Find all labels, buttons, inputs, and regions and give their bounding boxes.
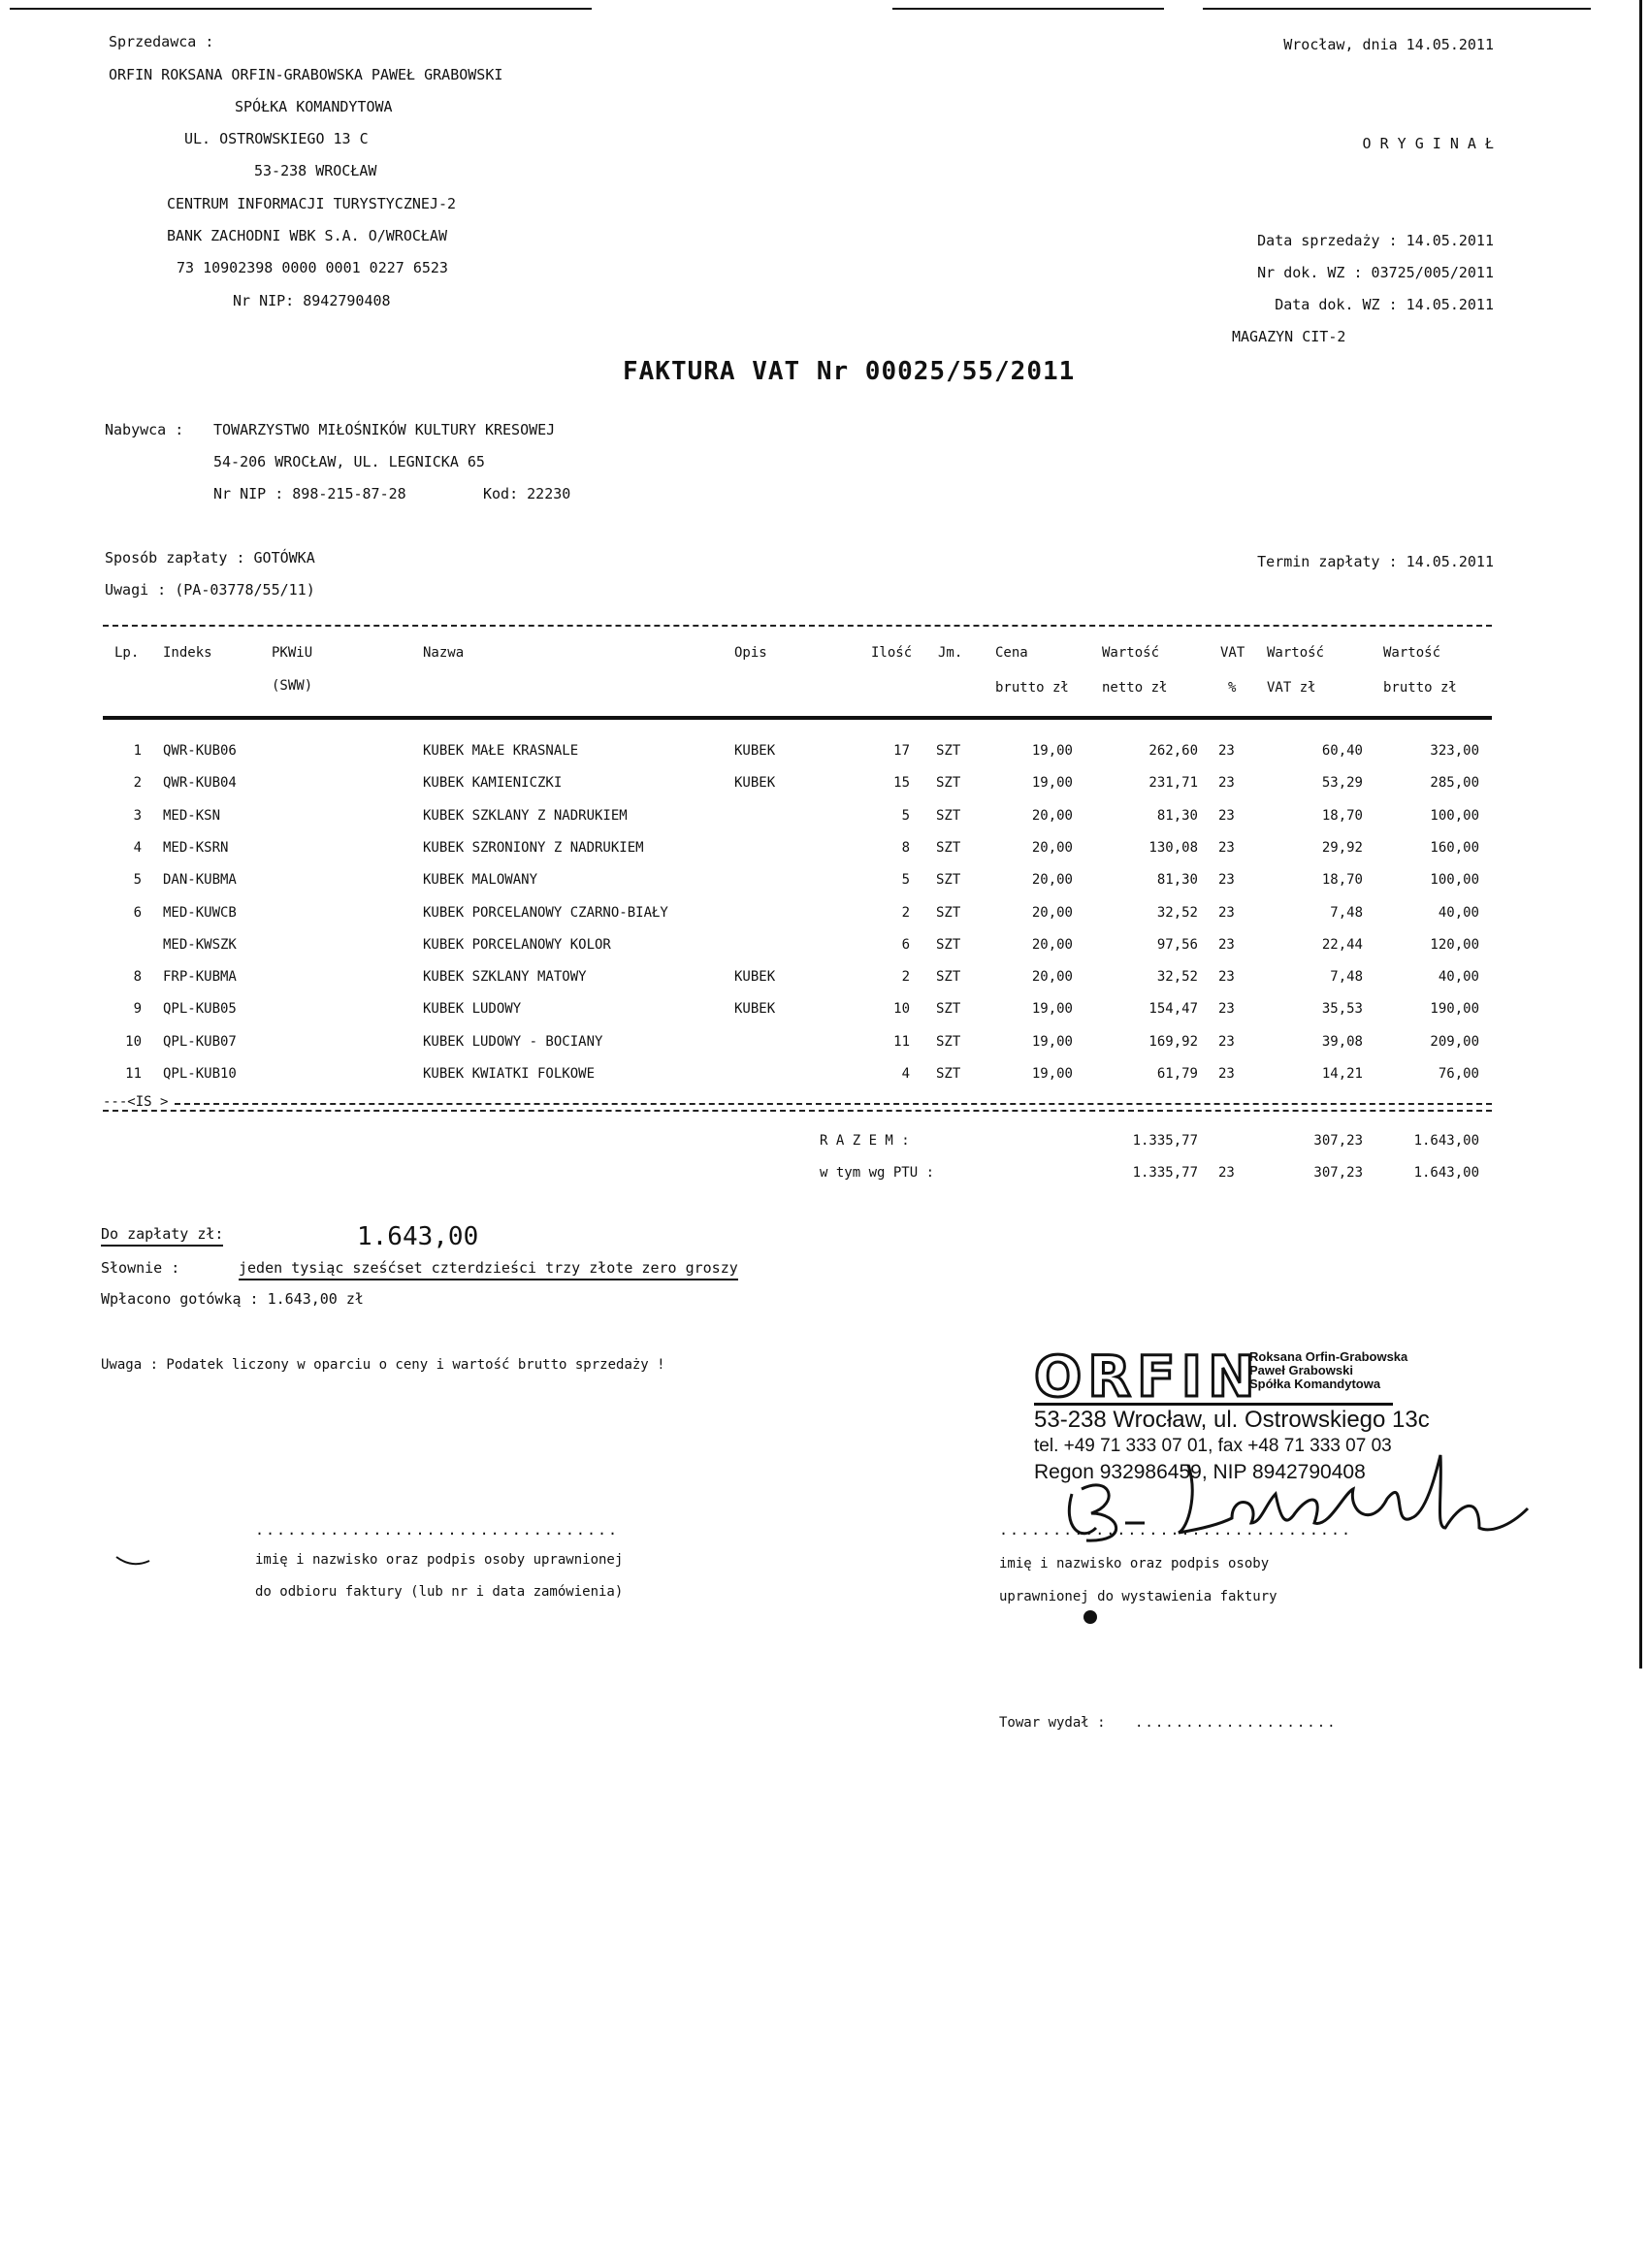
col-ilosc: Ilość (871, 645, 913, 661)
receiver-caption-1: imię i nazwisko oraz podpis osoby uprawnionej (255, 1552, 624, 1568)
paid-cash: Wpłacono gotówką : 1.643,00 zł (101, 1290, 364, 1308)
cell-vatval: 14,21 (1321, 1066, 1363, 1082)
cell-vat: 23 (1218, 1001, 1235, 1018)
cell-brutto: 285,00 (1430, 775, 1479, 792)
cell-jm: SZT (936, 1033, 961, 1050)
seller-type: SPÓŁKA KOMANDYTOWA (235, 98, 393, 115)
cell-ilosc: 6 (901, 936, 910, 953)
stamp-rule (1034, 1403, 1393, 1406)
col-brutto-sub: brutto zł (1383, 680, 1457, 696)
issuer-caption-2: uprawnionej do wystawienia faktury (999, 1589, 1277, 1604)
cell-jm: SZT (936, 969, 961, 986)
cell-indeks: DAN-KUBMA (163, 872, 237, 889)
cell-netto: 81,30 (1156, 807, 1198, 824)
table-footer-marker: ---<IS > (103, 1094, 169, 1110)
col-pkwiu-sub: (SWW) (272, 678, 313, 694)
cell-nazwa: KUBEK MALOWANY (423, 872, 538, 889)
seller-label: Sprzedawca : (109, 33, 214, 50)
col-vat: VAT (1220, 645, 1245, 661)
scan-mark (114, 1555, 153, 1569)
cell-cena: 19,00 (1031, 1001, 1073, 1018)
razem-netto: 1.335,77 (1132, 1133, 1198, 1149)
cell-vatval: 53,29 (1321, 775, 1363, 792)
cell-lp: 5 (133, 872, 142, 889)
cell-netto: 130,08 (1148, 839, 1198, 856)
cell-lp: 10 (125, 1033, 142, 1050)
cell-nazwa: KUBEK PORCELANOWY KOLOR (423, 936, 611, 953)
cell-indeks: QPL-KUB07 (163, 1033, 237, 1050)
cell-jm: SZT (936, 904, 961, 921)
buyer-code: Kod: 22230 (483, 485, 571, 502)
cell-opis: KUBEK (734, 775, 776, 792)
cell-vatval: 35,53 (1321, 1001, 1363, 1018)
cell-vatval: 22,44 (1321, 936, 1363, 953)
payment-notes: Uwagi : (PA-03778/55/11) (105, 581, 315, 599)
due-amount: 1.643,00 (357, 1222, 479, 1251)
scan-edge-3 (1203, 8, 1591, 10)
cell-jm: SZT (936, 1066, 961, 1082)
table-bottom-rule (103, 1110, 1492, 1112)
cell-vat: 23 (1218, 904, 1235, 921)
cell-vat: 23 (1218, 872, 1235, 889)
handwritten-signature (1052, 1436, 1557, 1562)
table-row (0, 905, 1649, 934)
cell-nazwa: KUBEK MAŁE KRASNALE (423, 743, 579, 759)
col-netto: Wartość (1102, 645, 1160, 661)
cell-netto: 97,56 (1156, 936, 1198, 953)
seller-city: 53-238 WROCŁAW (254, 162, 377, 179)
cell-brutto: 40,00 (1438, 969, 1479, 986)
cell-vat: 23 (1218, 1033, 1235, 1050)
buyer-nip: Nr NIP : 898-215-87-28 (213, 485, 406, 502)
cell-nazwa: KUBEK KWIATKI FOLKOWE (423, 1066, 596, 1082)
cell-jm: SZT (936, 1001, 961, 1018)
goods-issued-line: .................... (1135, 1715, 1338, 1731)
col-lp: Lp. (114, 645, 140, 661)
col-opis: Opis (734, 645, 767, 661)
col-vatval: Wartość (1267, 645, 1325, 661)
cell-brutto: 120,00 (1430, 936, 1479, 953)
cell-opis: KUBEK (734, 1001, 776, 1018)
cell-cena: 19,00 (1031, 775, 1073, 792)
cell-cena: 19,00 (1031, 743, 1073, 759)
cell-netto: 32,52 (1156, 969, 1198, 986)
cell-ilosc: 8 (901, 839, 910, 856)
table-row (0, 743, 1649, 772)
cell-jm: SZT (936, 936, 961, 953)
cell-netto: 154,47 (1148, 1001, 1198, 1018)
stamp-owner-2: Paweł Grabowski (1249, 1363, 1353, 1377)
table-row (0, 775, 1649, 804)
words-label: Słownie : (101, 1259, 180, 1277)
payment-method: Sposób zapłaty : GOTÓWKA (105, 549, 315, 567)
razem-vatval: 307,23 (1313, 1133, 1363, 1149)
cell-nazwa: KUBEK SZRONIONY Z NADRUKIEM (423, 839, 644, 856)
col-nazwa: Nazwa (423, 645, 465, 661)
cell-lp: 2 (133, 775, 142, 792)
stamp-owner-1: Roksana Orfin-Grabowska (1249, 1349, 1408, 1364)
stamp-address: 53-238 Wrocław, ul. Ostrowskiego 13c (1034, 1407, 1430, 1433)
scan-edge-right (1639, 0, 1642, 1669)
tax-note: Uwaga : Podatek liczony w oparciu o ceny i wartość brutto sprzedaży ! (101, 1357, 665, 1373)
cell-vatval: 7,48 (1330, 904, 1363, 921)
due-label: Do zapłaty zł: (101, 1225, 223, 1243)
cell-opis: KUBEK (734, 743, 776, 759)
cell-brutto: 100,00 (1430, 807, 1479, 824)
cell-ilosc: 10 (893, 1001, 910, 1018)
stamp-owner-3: Spółka Komandytowa (1249, 1377, 1381, 1391)
cell-nazwa: KUBEK SZKLANY Z NADRUKIEM (423, 807, 628, 824)
cell-ilosc: 11 (893, 1033, 910, 1050)
table-row (0, 1034, 1649, 1063)
cell-ilosc: 15 (893, 775, 910, 792)
cell-brutto: 76,00 (1438, 1066, 1479, 1082)
cell-vatval: 18,70 (1321, 872, 1363, 889)
cell-jm: SZT (936, 743, 961, 759)
cell-indeks: QWR-KUB06 (163, 743, 237, 759)
place-date: Wrocław, dnia 14.05.2011 (1283, 36, 1494, 53)
cell-indeks: MED-KSRN (163, 839, 229, 856)
cell-netto: 262,60 (1148, 743, 1198, 759)
cell-vat: 23 (1218, 775, 1235, 792)
cell-jm: SZT (936, 807, 961, 824)
goods-issued-label: Towar wydał : (999, 1715, 1106, 1731)
cell-nazwa: KUBEK LUDOWY - BOCIANY (423, 1033, 603, 1050)
cell-vat: 23 (1218, 839, 1235, 856)
buyer-address: 54-206 WROCŁAW, UL. LEGNICKA 65 (213, 453, 485, 470)
seller-nip: Nr NIP: 8942790408 (233, 292, 391, 309)
issuer-caption-1: imię i nazwisko oraz podpis osoby (999, 1556, 1270, 1571)
warehouse: MAGAZYN CIT-2 (1232, 328, 1346, 345)
cell-cena: 20,00 (1031, 807, 1073, 824)
cell-vatval: 29,92 (1321, 839, 1363, 856)
col-brutto: Wartość (1383, 645, 1441, 661)
table-row (0, 840, 1649, 869)
cell-cena: 20,00 (1031, 904, 1073, 921)
amount-in-words: jeden tysiąc sześćset czterdzieści trzy złote zero groszy (239, 1259, 738, 1277)
col-vatval-sub: VAT zł (1267, 680, 1316, 696)
cell-lp: 9 (133, 1001, 142, 1018)
table-row (0, 969, 1649, 998)
cell-cena: 20,00 (1031, 969, 1073, 986)
cell-vat: 23 (1218, 936, 1235, 953)
cell-cena: 20,00 (1031, 839, 1073, 856)
cell-nazwa: KUBEK SZKLANY MATOWY (423, 969, 587, 986)
table-footer-rule (175, 1103, 1492, 1105)
cell-vatval: 39,08 (1321, 1033, 1363, 1050)
table-top-rule (103, 625, 1492, 627)
cell-ilosc: 5 (901, 807, 910, 824)
table-row (0, 1066, 1649, 1095)
seller-account: 73 10902398 0000 0001 0227 6523 (177, 259, 448, 276)
scan-edge-2 (892, 8, 1164, 10)
col-vat-sub: % (1228, 680, 1237, 696)
issuer-signature-line: ................................. (999, 1521, 1353, 1539)
cell-indeks: QPL-KUB05 (163, 1001, 237, 1018)
cell-netto: 231,71 (1148, 775, 1198, 792)
cell-vat: 23 (1218, 807, 1235, 824)
cell-ilosc: 5 (901, 872, 910, 889)
cell-cena: 19,00 (1031, 1033, 1073, 1050)
wz-date: Data dok. WZ : 14.05.2011 (1275, 296, 1494, 313)
cell-cena: 19,00 (1031, 1066, 1073, 1082)
cell-vat: 23 (1218, 1066, 1235, 1082)
cell-indeks: MED-KSN (163, 807, 221, 824)
cell-lp: 4 (133, 839, 142, 856)
sale-date: Data sprzedaży : 14.05.2011 (1257, 232, 1494, 249)
table-header-rule (103, 716, 1492, 720)
cell-indeks: FRP-KUBMA (163, 969, 237, 986)
col-cena: Cena (995, 645, 1028, 661)
cell-lp: 11 (125, 1066, 142, 1082)
receiver-signature-line: .................................. (255, 1521, 620, 1539)
cell-lp: 8 (133, 969, 142, 986)
cell-indeks: QWR-KUB04 (163, 775, 237, 792)
cell-vatval: 18,70 (1321, 807, 1363, 824)
cell-vatval: 7,48 (1330, 969, 1363, 986)
cell-lp: 3 (133, 807, 142, 824)
cell-ilosc: 4 (901, 1066, 910, 1082)
wz-number: Nr dok. WZ : 03725/005/2011 (1257, 264, 1494, 281)
col-cena-sub: brutto zł (995, 680, 1069, 696)
ptu-vatval: 307,23 (1313, 1165, 1363, 1181)
col-indeks: Indeks (163, 645, 212, 661)
stamp-phone: tel. +49 71 333 07 01, fax +48 71 333 07 03 (1034, 1436, 1392, 1456)
ptu-vat: 23 (1218, 1165, 1235, 1181)
cell-nazwa: KUBEK PORCELANOWY CZARNO-BIAŁY (423, 904, 668, 921)
invoice-title: FAKTURA VAT Nr 00025/55/2011 (623, 357, 1076, 386)
scan-spot (1083, 1610, 1097, 1624)
table-row (0, 1001, 1649, 1030)
payment-due: Termin zapłaty : 14.05.2011 (1257, 553, 1494, 570)
cell-nazwa: KUBEK KAMIENICZKI (423, 775, 563, 792)
original-mark: O R Y G I N A Ł (1362, 135, 1494, 152)
razem-label: R A Z E M : (820, 1133, 910, 1149)
cell-brutto: 190,00 (1430, 1001, 1479, 1018)
cell-vat: 23 (1218, 969, 1235, 986)
cell-indeks: MED-KUWCB (163, 904, 237, 921)
cell-brutto: 40,00 (1438, 904, 1479, 921)
seller-bank: BANK ZACHODNI WBK S.A. O/WROCŁAW (167, 227, 447, 244)
cell-netto: 61,79 (1156, 1066, 1198, 1082)
buyer-name: TOWARZYSTWO MIŁOŚNIKÓW KULTURY KRESOWEJ (213, 421, 556, 438)
cell-lp: 1 (133, 743, 142, 759)
cell-indeks: QPL-KUB10 (163, 1066, 237, 1082)
cell-nazwa: KUBEK LUDOWY (423, 1001, 522, 1018)
cell-ilosc: 2 (901, 904, 910, 921)
cell-opis: KUBEK (734, 969, 776, 986)
cell-jm: SZT (936, 775, 961, 792)
cell-netto: 32,52 (1156, 904, 1198, 921)
col-netto-sub: netto zł (1102, 680, 1168, 696)
razem-brutto: 1.643,00 (1413, 1133, 1479, 1149)
ptu-label: w tym wg PTU : (820, 1165, 935, 1181)
cell-vat: 23 (1218, 743, 1235, 759)
stamp-ids: Regon 932986459, NIP 8942790408 (1034, 1461, 1366, 1483)
receiver-caption-2: do odbioru faktury (lub nr i data zamówienia) (255, 1584, 624, 1600)
cell-ilosc: 17 (893, 743, 910, 759)
cell-netto: 169,92 (1148, 1033, 1198, 1050)
ptu-brutto: 1.643,00 (1413, 1165, 1479, 1181)
cell-jm: SZT (936, 872, 961, 889)
cell-ilosc: 2 (901, 969, 910, 986)
cell-brutto: 209,00 (1430, 1033, 1479, 1050)
buyer-label: Nabywca : (105, 421, 184, 438)
seller-branch: CENTRUM INFORMACJI TURYSTYCZNEJ-2 (167, 195, 457, 212)
cell-brutto: 100,00 (1430, 872, 1479, 889)
col-jm: Jm. (938, 645, 963, 661)
cell-brutto: 323,00 (1430, 743, 1479, 759)
cell-lp: 6 (133, 904, 142, 921)
seller-name: ORFIN ROKSANA ORFIN-GRABOWSKA PAWEŁ GRABOWSKI (109, 66, 503, 83)
ptu-netto: 1.335,77 (1132, 1165, 1198, 1181)
cell-indeks: MED-KWSZK (163, 936, 237, 953)
scan-edge-1 (10, 8, 592, 10)
table-row (0, 872, 1649, 901)
table-row (0, 937, 1649, 966)
seller-street: UL. OSTROWSKIEGO 13 C (184, 130, 369, 147)
cell-cena: 20,00 (1031, 872, 1073, 889)
cell-cena: 20,00 (1031, 936, 1073, 953)
cell-netto: 81,30 (1156, 872, 1198, 889)
stamp-logo: ORFIN (1034, 1344, 1261, 1409)
col-pkwiu: PKWiU (272, 645, 313, 661)
table-row (0, 808, 1649, 837)
cell-vatval: 60,40 (1321, 743, 1363, 759)
cell-brutto: 160,00 (1430, 839, 1479, 856)
cell-jm: SZT (936, 839, 961, 856)
